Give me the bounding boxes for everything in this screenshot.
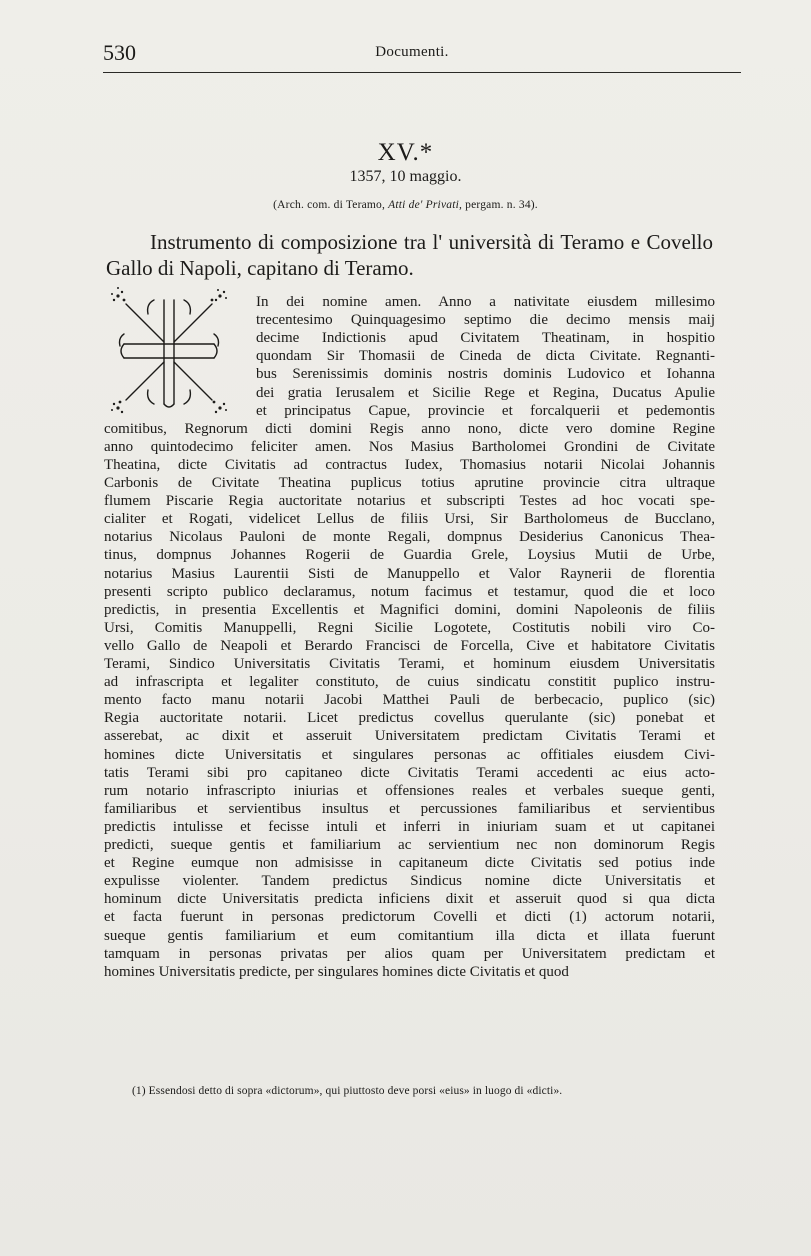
text-line: et facta fuerunt in personas predictorum Covelli et dicti (1) actorum notarii, [104,909,715,926]
source-suffix: pergam. n. 34). [462,199,538,211]
text-line: mento facto manu notarii Jacobi Matthei Pauli de berbecacio, puplico (sic) [104,692,715,709]
text-line: bus Serenissimis dominis nostris dominis Ludovico et Iohanna [256,366,715,383]
text-line: tamquam in personas privatas per alios quam per Universitatem predictam et [104,945,715,962]
text-line: asserebat, ac dixit et asseruit Universitatem predictam Civitatis Terami et [104,728,715,745]
header-rule [103,72,741,73]
text-line: decime Indictionis apud Civitatem Theatinam, in hospitio [256,330,715,347]
running-title: Documenti. [375,44,449,60]
text-line: predictis, in presentia Excellentis et Magnifici domini, domini Napoleonis de filiis [104,601,715,618]
text-line: et principatus Capue, provincie et forcalquerii et pedemontis [256,402,715,419]
source-prefix: (Arch. com. di Teramo, [273,199,389,211]
text-line: sueque gentis familiarium et eum comitantium illa dicta et illata fuerunt [104,927,715,944]
text-line: quondam Sir Thomasii de Cineda de dicta Civitate. Regnanti- [256,348,715,365]
text-line: presenti scripto publico declaramus, notum facimus et testamur, quod die et loco [104,583,715,600]
archival-source [0,199,811,211]
text-line: et Regine eumque non admisisse in capitaneum dicte Civitatis sed potius inde [104,855,715,872]
text-line: homines dicte Universitatis et singulares personas ac offitiales eiusdem Civi- [104,746,715,763]
text-line: dei gratia Ierusalem et Sicilie Rege et Regina, Ducatus Apulie [256,384,715,401]
source-italic: Atti de' Privati, [388,199,463,211]
text-line: homines Universitatis predicte, per singulares homines dicte Civitatis et quod [104,963,569,980]
text-line: familiaribus et servientibus insultus et percussiones familiaribus et servientibus [104,800,715,817]
text-line: vello Gallo de Neapoli et Berardo Francisci de Forcella, Cive et habitatore Civitatis [104,637,715,654]
text-line: cialiter et Rogati, videlicet Lellus de filiis Ursi, Sir Bartholomeus de Bucclano, [104,511,715,528]
text-line: flumem Piscarie Regia auctoritate notarius et subscripti Testes ad hoc vocati spe- [104,493,715,510]
document-title: Instrumento di composizione tra l' università di Teramo e Covello Gallo di Napoli, capitano di Teramo. [106,230,713,280]
text-line: trecentesimo Quinquagesimo septimo die decimo mensis maij [256,312,715,329]
text-line: hominum dicte Universitatis predicta inficiens dixit et asseruit quod si qua dicta [104,891,715,908]
text-line: rum notario infrascripto iniurias et offensiones reales et verbales sueque genti, [104,782,715,799]
text-line: expulisse violenter. Tandem predictus Sindicus nomine dicte Universitatis et [104,873,715,890]
text-line: ad infrascripta et legaliter constituto, de cuius sindicatu constitit puplico instru- [104,674,715,691]
text-line: Regia auctoritate notarii. Licet predictus covellus querulante (sic) ponebat et [104,710,715,727]
footnote: (1) Essendosi detto di sopra «dictorum», qui piuttosto deve porsi «eius» in luogo di «dicti». [132,1085,563,1097]
page-number: 530 [103,40,136,65]
text-line: Theatina, dicte Civitatis ad contractus Iudex, Thomasius notarii Nicolai Johannis [104,456,715,473]
text-line: notarius Masius Laurentii Sisti de Manuppello et Valor Raynerii de florentia [104,565,715,582]
text-line: comitibus, Regnorum dicti domini Regis anno nono, dicte vero domine Regine [104,420,715,437]
text-line: Ursi, Comitis Manuppelli, Regni Sicilie Logotete, Costitutis nobili viro Co- [104,619,715,636]
text-line: Terami, Sindico Universitatis Civitatis Terami, et hominum eiusdem Universitatis [104,656,715,672]
ornamental-cross-initial-icon [104,282,234,422]
text-line: notarius Nicolaus Pauloni de monte Regali, dompnus Desiderius Canonicus Thea- [104,529,715,546]
text-line: tatis Terami sibi pro capitaneo dicte Civitatis Terami accedenti ac eius acto- [104,764,715,781]
text-line: Carbonis de Civitate Theatina puplicus totius aprutine provincie citra ultraque [104,475,715,491]
running-head [103,38,721,72]
document-date: 1357, 10 maggio. [349,168,462,185]
text-line: anno quintodecimo feliciter amen. Nos Masius Bartholomei Grondini de Civitate [104,438,715,455]
text-line: tinus, dompnus Johannes Rogerii de Guardia Grele, Loysius Mutii de Urbe, [104,547,715,564]
text-line: In dei nomine amen. Anno a nativitate eiusdem millesimo [256,294,715,310]
text-line: predictis intulisse et fecisse intuli et inferri in iniuriam suam et ut capitanei [104,818,715,835]
text-line: predicti, sueque gentis et familiarium ac servientium nec non dominorum Regis [104,837,715,853]
document-number: XV.* [377,139,434,166]
